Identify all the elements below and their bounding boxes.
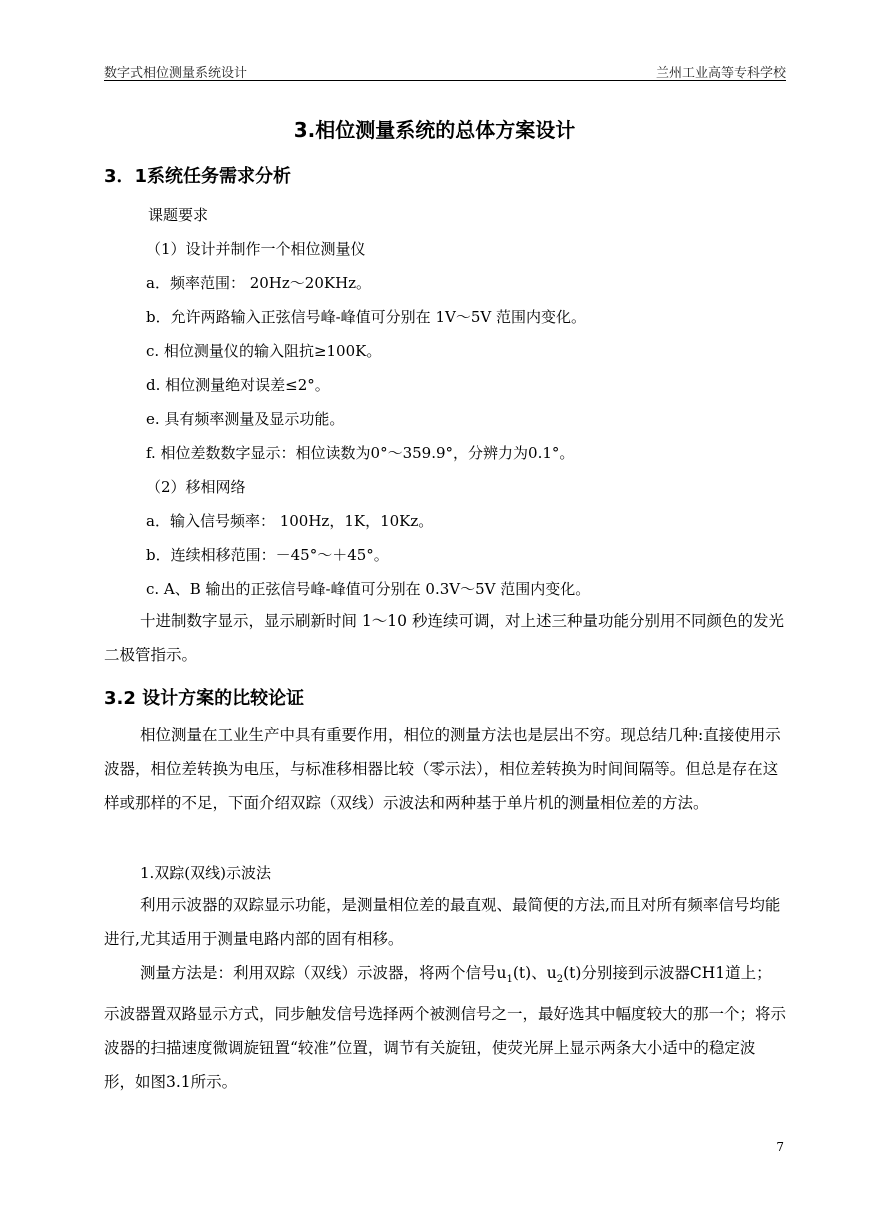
overview-text: 相位测量在工业生产中具有重要作用，相位的测量方法也是层出不穷。现总结几种:直接使用示波器，相位差转换为电压，与标准移相器比较（零示法），相位差转换为时间间隔等。但总是存在这样或那样的不足，下面介绍双踪（双线）示波法和两种基于单片机的测量相位差的方法。 (104, 726, 781, 812)
method-text-part: (t)分别接到示波器CH1道上；示波器置双路显示方式，同步触发信号选择两个被测信号之一，最好选其中幅度较大的那一个；将示波器的扫描速度微调旋钮置“较准”位置，调节有关旋钮，使荧光屏上显示两条大小适中的稳定波形，如图3.1所示。 (104, 964, 787, 1092)
requirement-group-1: （1）设计并制作一个相位测量仪 (146, 240, 366, 258)
section-heading-3-2: 3.2 设计方案的比较论证 (104, 688, 305, 709)
requirement-group-2: （2）移相网络 (146, 478, 246, 496)
method-heading: 1.双踪(双线)示波法 (140, 864, 272, 882)
requirement-item: b．连续相移范围：－45°～＋45°。 (146, 546, 389, 564)
requirement-item: a．频率范围： 20Hz～20KHz。 (146, 274, 372, 292)
requirement-item: d. 相位测量绝对误差≤2°。 (146, 376, 330, 394)
subscript-2: 2 (556, 974, 564, 986)
section-heading-3-1: 3．1系统任务需求分析 (104, 166, 292, 187)
closing-text: 十进制数字显示，显示刷新时间 1～10 秒连续可调，对上述三种量功能分别用不同颜色的发光二极管指示。 (104, 612, 784, 664)
requirement-item: b．允许两路输入正弦信号峰-峰值可分别在 1V～5V 范围内变化。 (146, 308, 586, 326)
header-right-text: 兰州工业高等专科学校 (655, 66, 786, 81)
requirement-item: c. A、B 输出的正弦信号峰-峰值可分别在 0.3V～5V 范围内变化。 (146, 580, 591, 598)
method-text-part: 测量方法是：利用双踪（双线）示波器，将两个信号u (140, 964, 507, 982)
subscript-1: 1 (506, 974, 513, 986)
paragraph-oscilloscope (104, 888, 786, 956)
requirement-item: c. 相位测量仪的输入阻抗≥100K。 (146, 342, 382, 360)
header-left-text: 数字式相位测量系统设计 (104, 66, 248, 81)
page-header (104, 60, 786, 81)
paragraph-overview (104, 718, 786, 820)
chapter-title: 3.相位测量系统的总体方案设计 (293, 118, 576, 142)
requirements-intro: 课题要求 (148, 206, 209, 224)
page-number: 7 (776, 1140, 784, 1154)
requirement-item: e. 具有频率测量及显示功能。 (146, 410, 345, 428)
requirements-closing (104, 604, 786, 672)
requirement-item: f. 相位差数数字显示：相位读数为0°～359.9°，分辨力为0.1°。 (146, 444, 575, 462)
requirement-item: a．输入信号频率： 100Hz，1K，10Kz。 (146, 512, 434, 530)
oscilloscope-text: 利用示波器的双踪显示功能，是测量相位差的最直观、最简便的方法,而且对所有频率信号均能进行,尤其适用于测量电路内部的固有相移。 (104, 896, 781, 948)
paragraph-measurement-method (104, 956, 786, 1099)
method-text-part: (t)、u (512, 964, 557, 982)
